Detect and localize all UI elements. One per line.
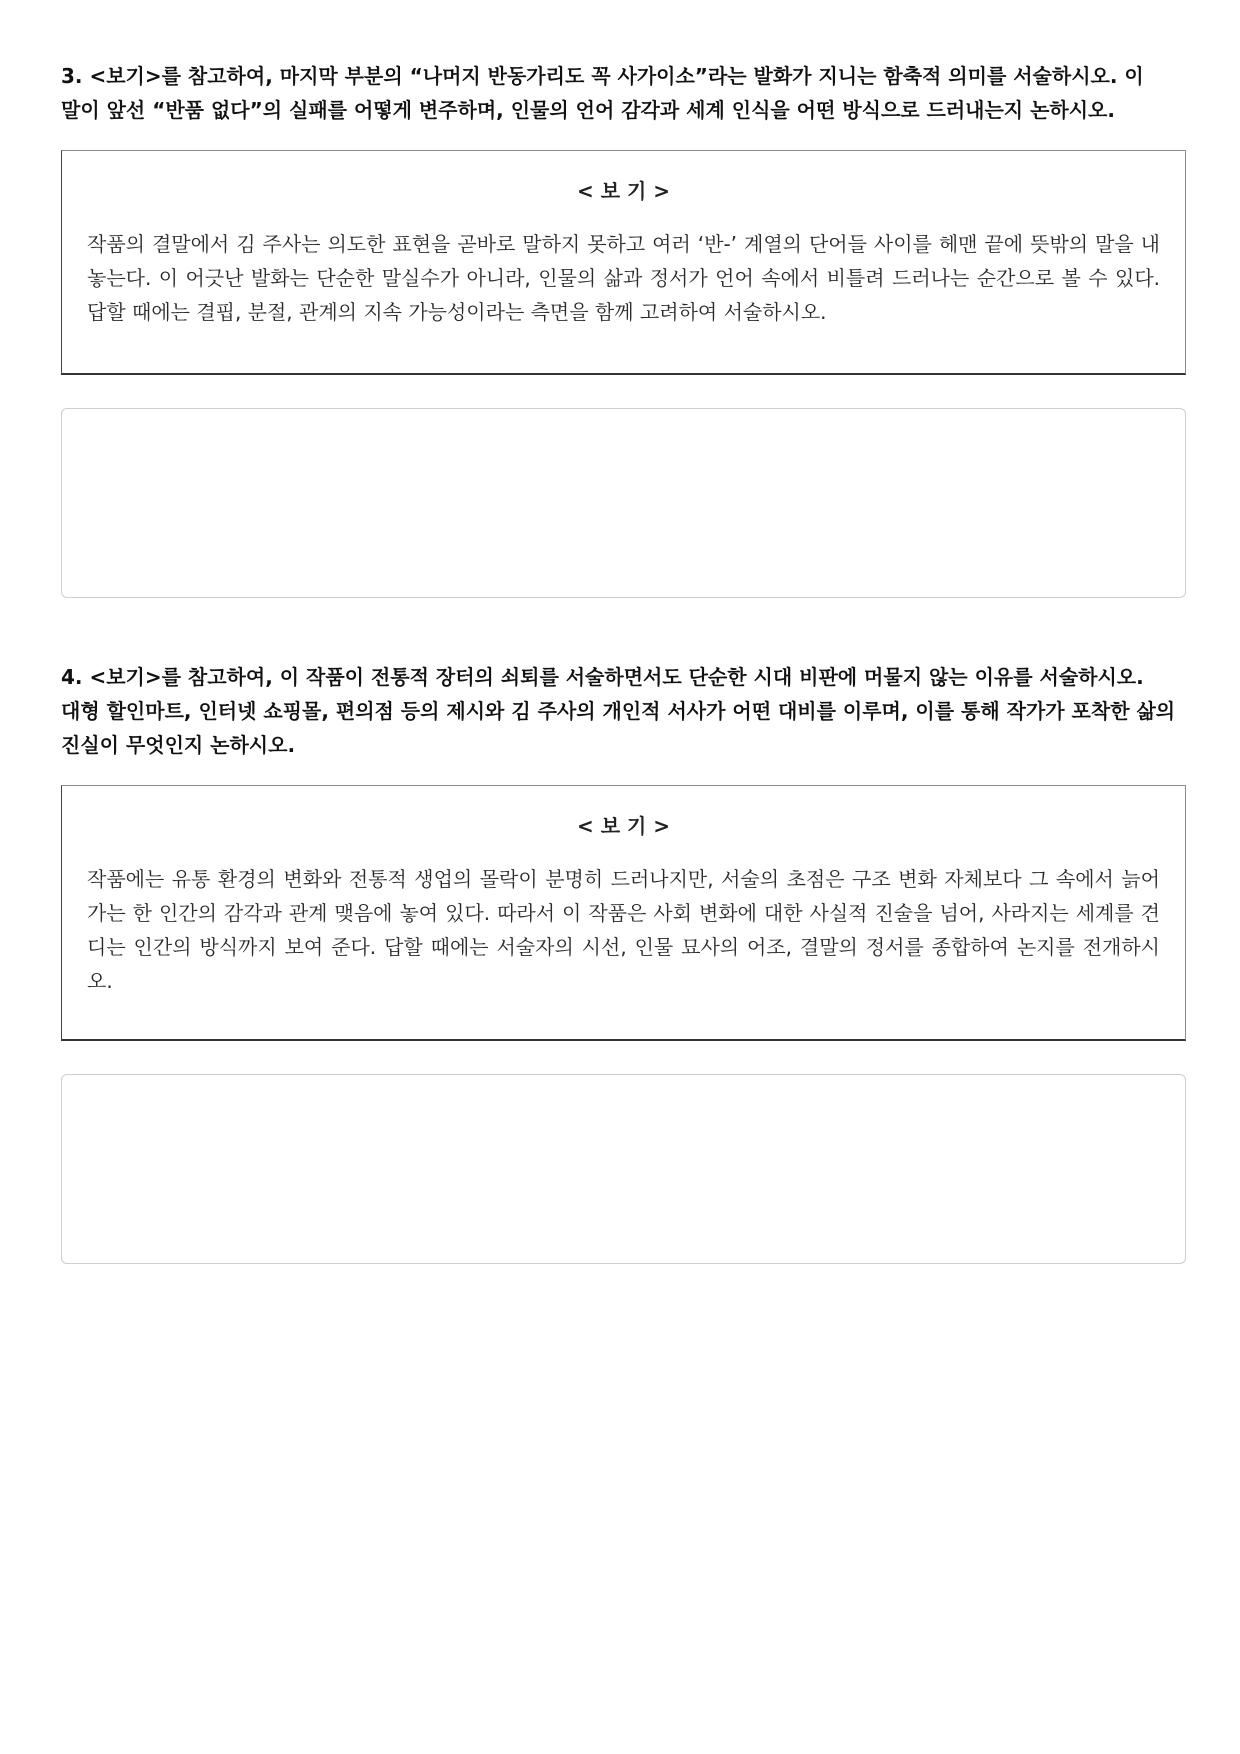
answer-box (61, 1074, 1186, 1264)
answer-box (61, 408, 1186, 598)
bogi-label: < 보 기 > (576, 814, 671, 838)
question-prompt: 3. <보기>를 참고하여, 마지막 부분의 “나머지 반동가리도 꼭 사가이소”라는 발화가 지니는 함축적 의미를 서술하시오. 이 말이 앞선 “반품 없다”의 실패를 어떻게 변주하며, 인물의 언어 감각과 세계 인식을 어떤 방식으로 드러내는지 논하시오. (61, 64, 1144, 122)
bogi-box (61, 785, 1186, 1041)
worksheet-page (61, 0, 1186, 1264)
question-prompt: 4. <보기>를 참고하여, 이 작품이 전통적 장터의 쇠퇴를 서술하면서도 단순한 시대 비판에 머물지 않는 이유를 서술하시오. 대형 할인마트, 인터넷 쇼핑몰, 편의점 등의 제시와 김 주사의 개인적 서사가 어떤 대비를 이루며, 이를 통해 작가가 포착한 삶의 진실이 무엇인지 논하시오. (61, 665, 1176, 757)
bogi-label: < 보 기 > (576, 179, 671, 203)
bogi-text: 작품의 결말에서 김 주사는 의도한 표현을 곧바로 말하지 못하고 여러 ‘반-’ 계열의 단어들 사이를 헤맨 끝에 뜻밖의 말을 내놓는다. 이 어긋난 발화는 단순한 말실수가 아니라, 인물의 삶과 정서가 언어 속에서 비틀려 드러나는 순간으로 볼 수 있다. 답할 때에는 결핍, 분절, 관계의 지속 가능성이라는 측면을 함께 고려하여 서술하시오. (87, 232, 1160, 324)
bogi-text: 작품에는 유통 환경의 변화와 전통적 생업의 몰락이 분명히 드러나지만, 서술의 초점은 구조 변화 자체보다 그 속에서 늙어 가는 한 인간의 감각과 관계 맺음에 놓여 있다. 따라서 이 작품은 사회 변화에 대한 사실적 진술을 넘어, 사라지는 세계를 견디는 인간의 방식까지 보여 준다. 답할 때에는 서술자의 시선, 인물 묘사의 어조, 결말의 정서를 종합하여 논지를 전개하시오. (87, 867, 1160, 993)
bogi-box (61, 150, 1186, 375)
question-4 (61, 660, 1186, 1264)
question-3 (61, 59, 1186, 598)
